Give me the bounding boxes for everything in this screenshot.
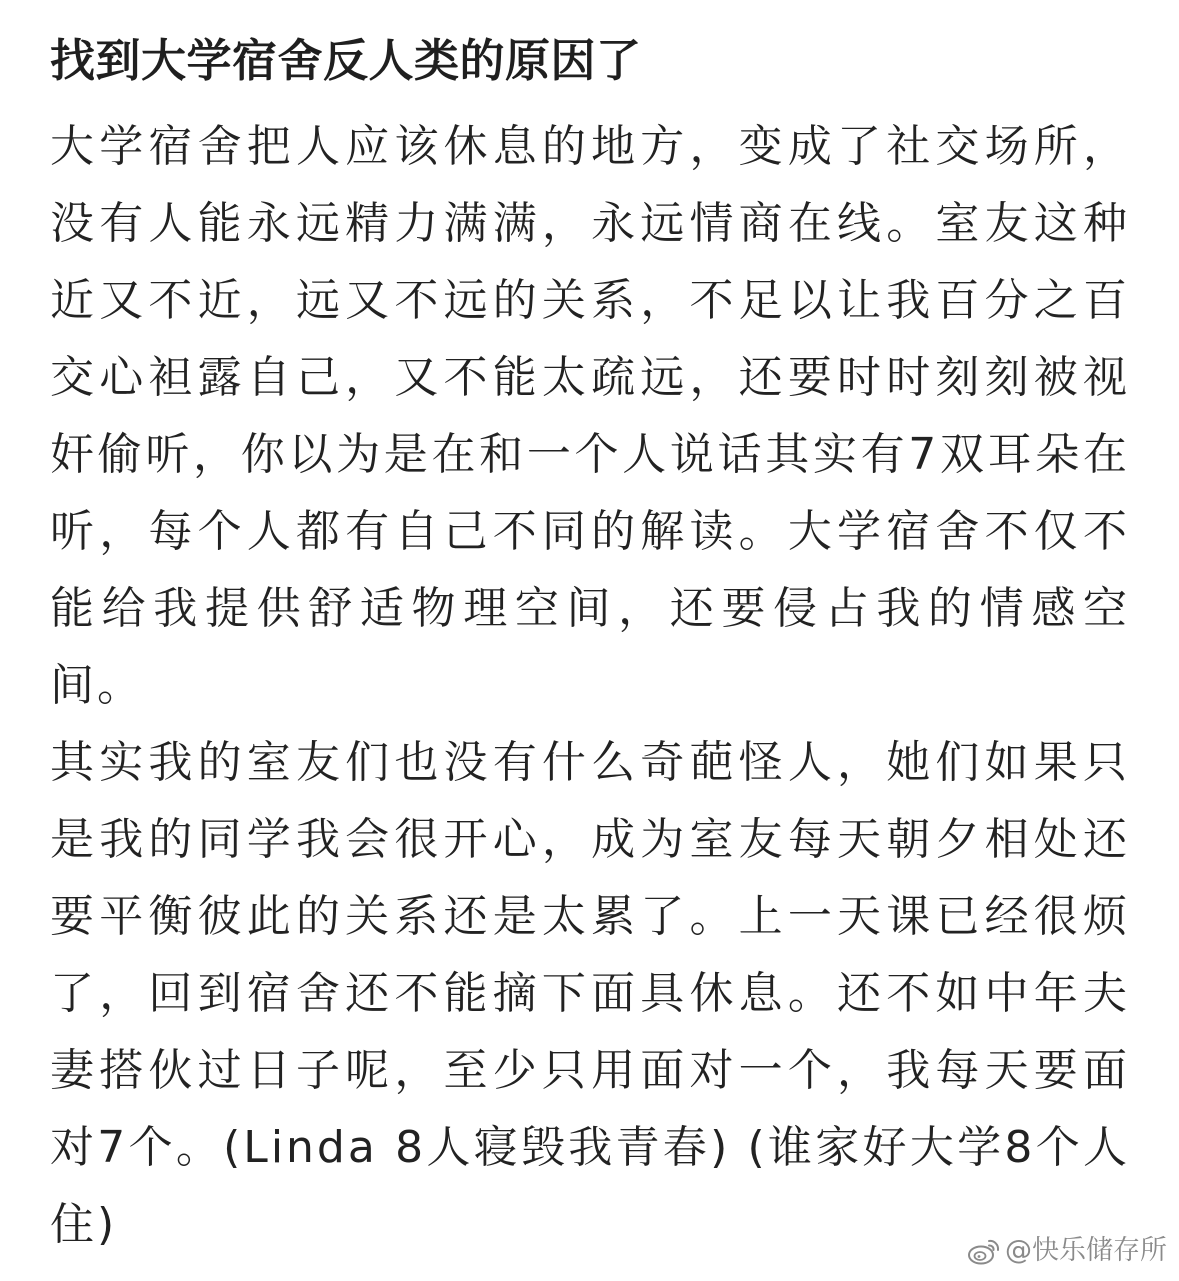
post-paragraph-2: 其实我的室友们也没有什么奇葩怪人，她们如果只是我的同学我会很开心，成为室友每天朝夕相处还要平衡彼此的关系还是太累了。上一天课已经很烦了，回到宿舍还不能摘下面具休息。还不如中年夫妻搭伙过日子呢，至少只用面对一个，我每天要面对7个。(Linda 8人寝毁我青春) (谁家好大学8个人住) xyxy=(50,737,1130,1250)
watermark xyxy=(967,1235,1167,1267)
weibo-logo-icon xyxy=(967,1236,1001,1266)
watermark-text: @快乐储存所 xyxy=(1005,1235,1167,1266)
post-body xyxy=(50,108,1130,1263)
post-content xyxy=(50,26,1130,1263)
post-paragraph-1: 大学宿舍把人应该休息的地方，变成了社交场所，没有人能永远精力满满，永远情商在线。室友这种近又不近，远又不远的关系，不足以让我百分之百交心袒露自己，又不能太疏远，还要时时刻刻被视奸偷听，你以为是在和一个人说话其实有7双耳朵在听，每个人都有自己不同的解读。大学宿舍不仅不能给我提供舒适物理空间，还要侵占我的情感空间。 xyxy=(50,121,1130,711)
post-title: 找到大学宿舍反人类的原因了 xyxy=(50,34,642,87)
